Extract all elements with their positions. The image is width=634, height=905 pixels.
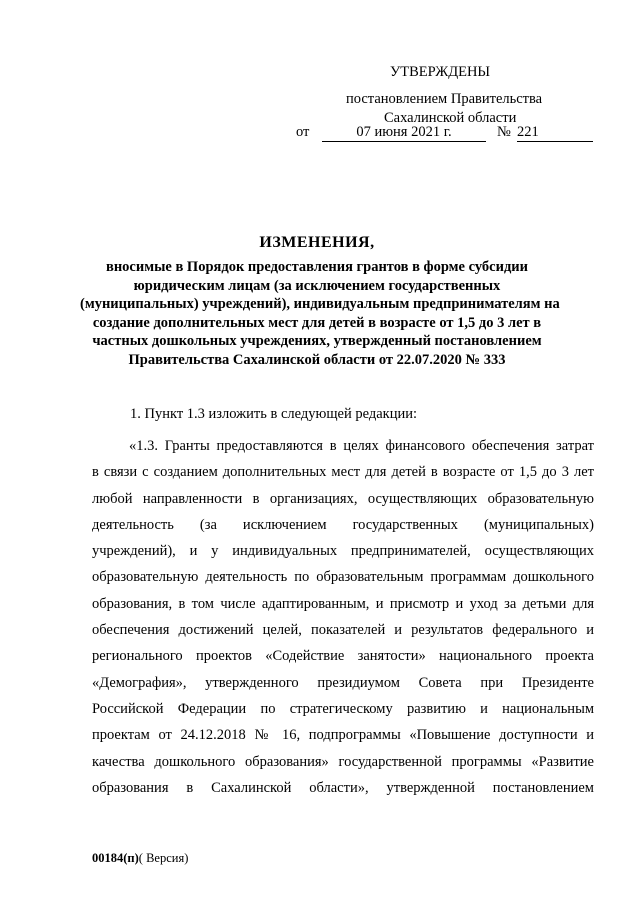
approval-region: Сахалинской области	[384, 110, 517, 126]
approval-number: 221	[517, 124, 593, 142]
approval-number-label: №	[497, 124, 511, 140]
body-line: «1.3. Гранты предоставляются в целях финансового обеспечения затрат	[129, 438, 594, 454]
document-code: 00184(п)	[92, 851, 139, 865]
approval-date: 07 июня 2021 г.	[322, 124, 486, 142]
body-line: учреждений), и у индивидуальных предпринимателей, осуществляющих	[92, 543, 594, 560]
body-paragraph	[92, 433, 594, 801]
body-line: любой направленности в организациях, осуществляющих образовательную	[92, 490, 594, 507]
document-heading: ИЗМЕНЕНИЯ,	[259, 234, 375, 251]
body-line: образования в Сахалинской области», утвержденной постановлением	[92, 779, 594, 796]
subheading-line: Правительства Сахалинской области от 22.07.2020 № 333	[128, 351, 506, 368]
approval-from-label: от	[296, 124, 310, 140]
approval-authority: постановлением Правительства	[346, 91, 543, 107]
subheading-line: юридическим лицам (за исключением государственных	[133, 277, 501, 294]
document-version: ( Версия)	[138, 851, 189, 865]
body-line: «Демография», утвержденного президиумом Совета при Президенте	[92, 674, 594, 691]
body-line: образовательную деятельность по образовательным программам дошкольного	[92, 569, 594, 586]
body-line: в связи с созданием дополнительных мест для детей в возрасте от 1,5 до 3 лет	[92, 464, 594, 481]
subheading-line: частных дошкольных учреждениях, утвержденный постановлением	[92, 333, 542, 349]
document-subheading	[80, 258, 560, 369]
body-line: Российской Федерации по стратегическому развитию и национальным	[92, 700, 594, 717]
body-intro-paragraph: 1. Пункт 1.3 изложить в следующей редакции:	[130, 406, 418, 422]
document-footer	[92, 851, 188, 866]
body-line: качества дошкольного образования» государственной программы «Развитие	[92, 753, 594, 770]
body-line: обеспечения достижений целей, показателей и результатов федерального и	[92, 622, 594, 639]
body-line: проектам от 24.12.2018 № 16, подпрограммы «Повышение доступности и	[92, 727, 594, 744]
body-line: образования, в том числе адаптированным, и присмотр и уход за детьми для	[92, 595, 594, 612]
subheading-line: (муниципальных) учреждений), индивидуальным предпринимателям на	[80, 296, 560, 312]
body-line: регионального проектов «Содействие занятости» национального проекта	[92, 648, 594, 665]
subheading-line: создание дополнительных мест для детей в возрасте от 1,5 до 3 лет в	[92, 314, 542, 331]
body-line: деятельность (за исключением государственных (муниципальных)	[92, 516, 594, 533]
approval-title: УТВЕРЖДЕНЫ	[390, 64, 491, 80]
subheading-line: вносимые в Порядок предоставления грантов в форме субсидии	[105, 259, 528, 275]
